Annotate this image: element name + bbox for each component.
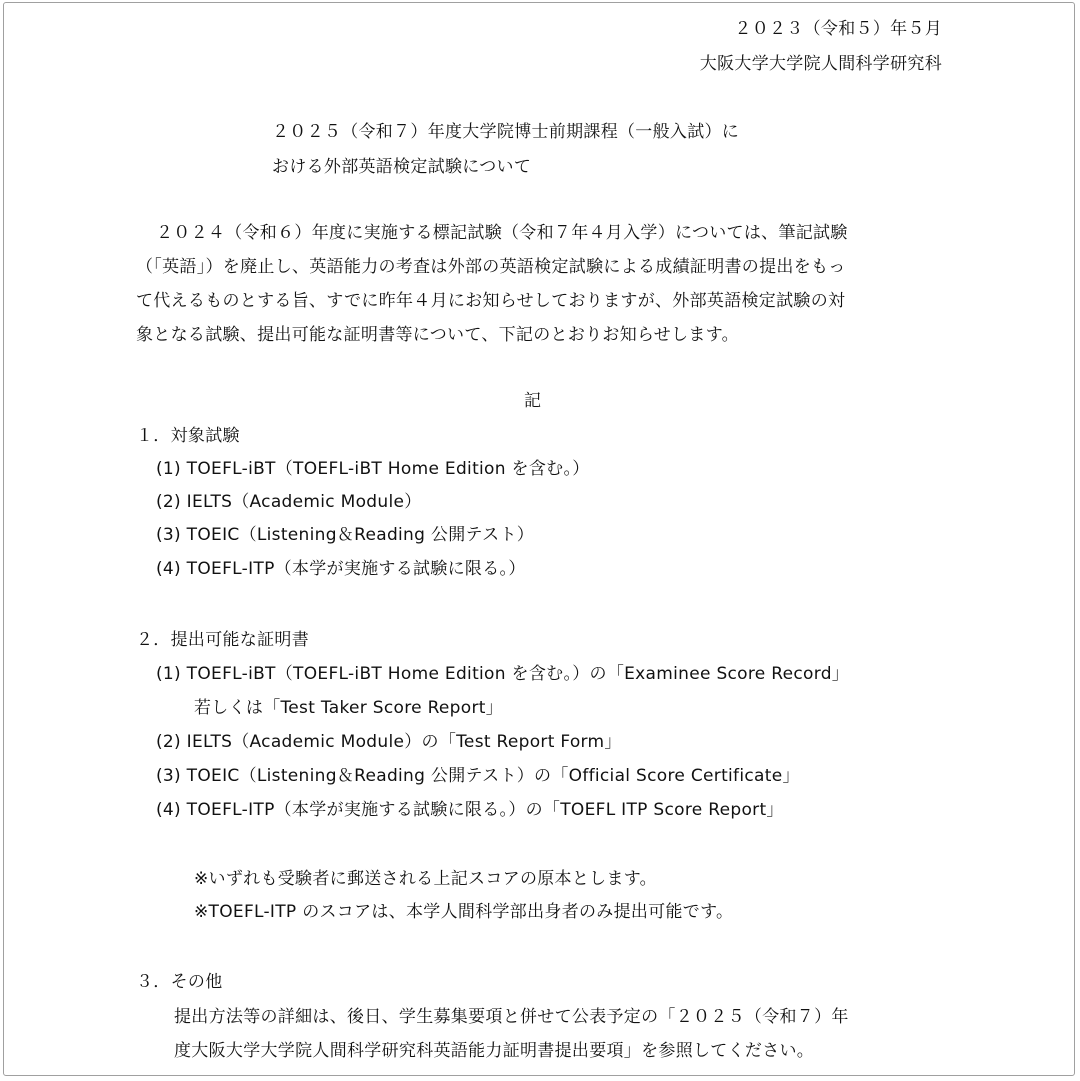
section1-item-3: (3) TOEIC（Listening＆Reading 公開テスト） — [156, 525, 535, 545]
section2-item-1: (1) TOEFL-iBT（TOEFL-iBT Home Edition を含む。）の「Examinee Score Record」 — [156, 664, 850, 684]
intro-line-1: ２０２４（令和６）年度に実施する標記試験（令和７年４月入学）については、筆記試験 — [156, 223, 848, 243]
section1-heading: １．対象試験 — [136, 426, 240, 446]
section2-item-4: (4) TOEFL-ITP（本学が実施する試験に限る。）の「TOEFL ITP Score Report」 — [156, 800, 784, 820]
title-line-2: おける外部英語検定試験について — [272, 157, 532, 177]
section1-item-2: (2) IELTS（Academic Module） — [156, 492, 422, 512]
section3-line-1: 提出方法等の詳細は、後日、学生募集要項と併せて公表予定の「２０２５（令和７）年 — [174, 1007, 849, 1027]
section3-heading: ３．その他 — [136, 972, 223, 992]
header-organization: 大阪大学大学院人間科学研究科 — [699, 54, 942, 74]
section2-note-1: ※いずれも受験者に郵送される上記スコアの原本とします。 — [194, 869, 657, 889]
header-date: ２０２３（令和５）年５月 — [734, 19, 942, 39]
section2-item-3: (3) TOEIC（Listening＆Reading 公開テスト）の「Official Score Certificate」 — [156, 766, 800, 786]
title-line-1: ２０２５（令和７）年度大学院博士前期課程（一般入試）に — [272, 122, 740, 142]
section2-item-2: (2) IELTS（Academic Module）の「Test Report Form」 — [156, 732, 622, 752]
section1-item-4: (4) TOEFL-ITP（本学が実施する試験に限る。） — [156, 559, 526, 579]
section2-heading: ２．提出可能な証明書 — [136, 630, 309, 650]
ki-heading: 記 — [524, 391, 542, 411]
section2-item-1-cont: 若しくは「Test Taker Score Report」 — [194, 698, 504, 718]
intro-line-4: 象となる試験、提出可能な証明書等について、下記のとおりお知らせします。 — [136, 325, 739, 345]
document-page — [3, 2, 1075, 1076]
section3-line-2: 度大阪大学大学院人間科学研究科英語能力証明書提出要項」を参照してください。 — [174, 1041, 815, 1061]
section2-note-2: ※TOEFL-ITP のスコアは、本学人間科学部出身者のみ提出可能です。 — [194, 902, 734, 922]
intro-line-2: （「英語」）を廃止し、英語能力の考査は外部の英語検定試験による成績証明書の提出をもっ — [136, 257, 846, 277]
section1-item-1: (1) TOEFL-iBT（TOEFL-iBT Home Edition を含む。） — [156, 459, 590, 479]
intro-line-3: て代えるものとする旨、すでに昨年４月にお知らせしておりますが、外部英語検定試験の対 — [136, 291, 846, 311]
